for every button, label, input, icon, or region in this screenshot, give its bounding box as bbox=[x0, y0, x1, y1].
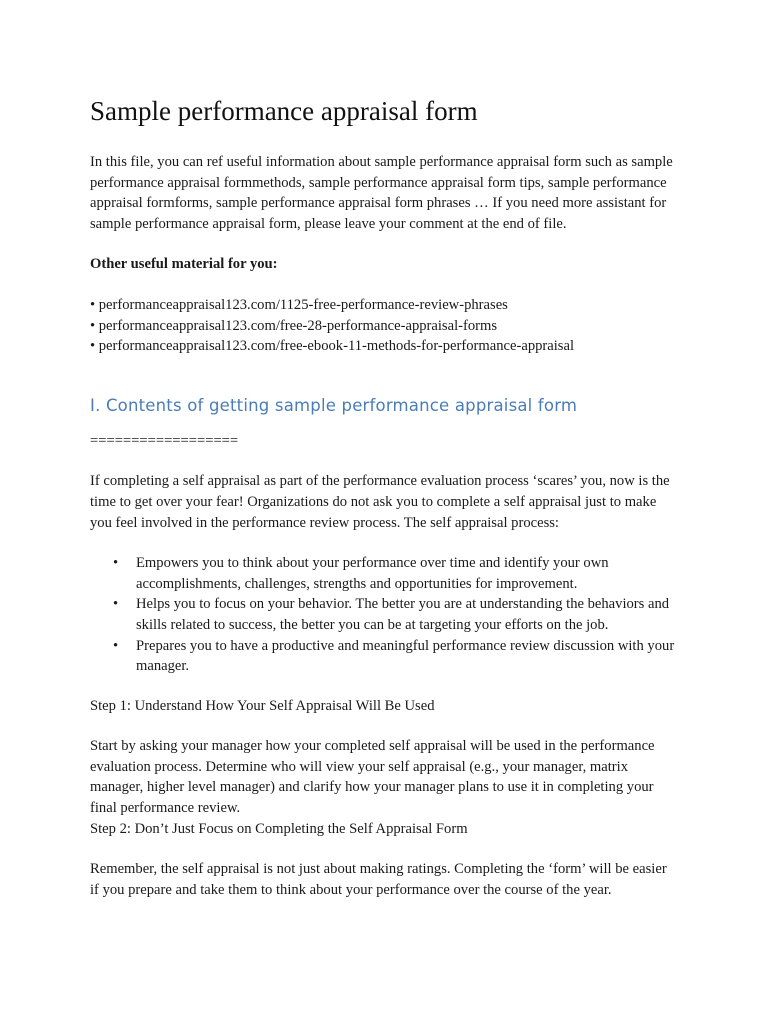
list-item-text: Prepares you to have a productive and meaningful performance review discussion with your manager. bbox=[136, 637, 675, 675]
bullet-icon: • bbox=[113, 555, 119, 572]
bullet-icon: • bbox=[113, 637, 119, 654]
section-heading: I. Contents of getting sample performance appraisal form bbox=[90, 395, 578, 415]
intro-paragraph: In this file, you can ref useful information about sample performance appraisal form such as sample performance appraisal formmethods, sample performance appraisal form tips, sample performance appraisal formforms, sample performance appraisal form phrases … If you need more assistant for sample performance appraisal form, please leave your comment at the end of file. bbox=[90, 154, 673, 232]
body-paragraph: Start by asking your manager how your completed self appraisal will be used in the performance evaluation process. Determine who will view your self appraisal (e.g., your manager, matrix manager, higher level manager) and clarify how your manager plans to use it in completing your final performance review. bbox=[90, 738, 655, 817]
list-item bbox=[113, 594, 678, 635]
page-title: Sample performance appraisal form bbox=[90, 96, 478, 126]
body-paragraph: Remember, the self appraisal is not just about making ratings. Completing the ‘form’ will be easier if you prepare and take them to think about your performance over the course of the year. bbox=[90, 861, 667, 898]
link-item[interactable]: • performanceappraisal123.com/1125-free-performance-review-phrases bbox=[90, 296, 508, 313]
link-list bbox=[90, 295, 678, 357]
list-item bbox=[113, 636, 678, 677]
list-item-text: Empowers you to think about your performance over time and identify your own accomplishments, challenges, strengths and opportunities for improvement. bbox=[136, 555, 609, 592]
other-material-heading: Other useful material for you: bbox=[90, 256, 278, 273]
list-item-text: Helps you to focus on your behavior. The better you are at understanding the behaviors and skills related to success, the better you can be at targeting your efforts on the job. bbox=[136, 596, 670, 633]
bullet-list bbox=[90, 553, 678, 677]
step-heading: Step 2: Don’t Just Focus on Completing the Self Appraisal Form bbox=[90, 820, 468, 837]
bullet-icon: • bbox=[113, 596, 119, 613]
link-item[interactable]: • performanceappraisal123.com/free-ebook-11-methods-for-performance-appraisal bbox=[90, 338, 575, 355]
body-paragraph: If completing a self appraisal as part of the performance evaluation process ‘scares’ you, now is the time to get over your fear! Organizations do not ask you to complete a self appraisal just to make you feel involved in the performance review process. The self appraisal process: bbox=[90, 473, 670, 531]
step-heading: Step 1: Understand How Your Self Appraisal Will Be Used bbox=[90, 697, 435, 714]
separator-rule: ================== bbox=[90, 432, 239, 449]
list-item bbox=[113, 553, 678, 594]
link-item[interactable]: • performanceappraisal123.com/free-28-performance-appraisal-forms bbox=[90, 317, 498, 334]
